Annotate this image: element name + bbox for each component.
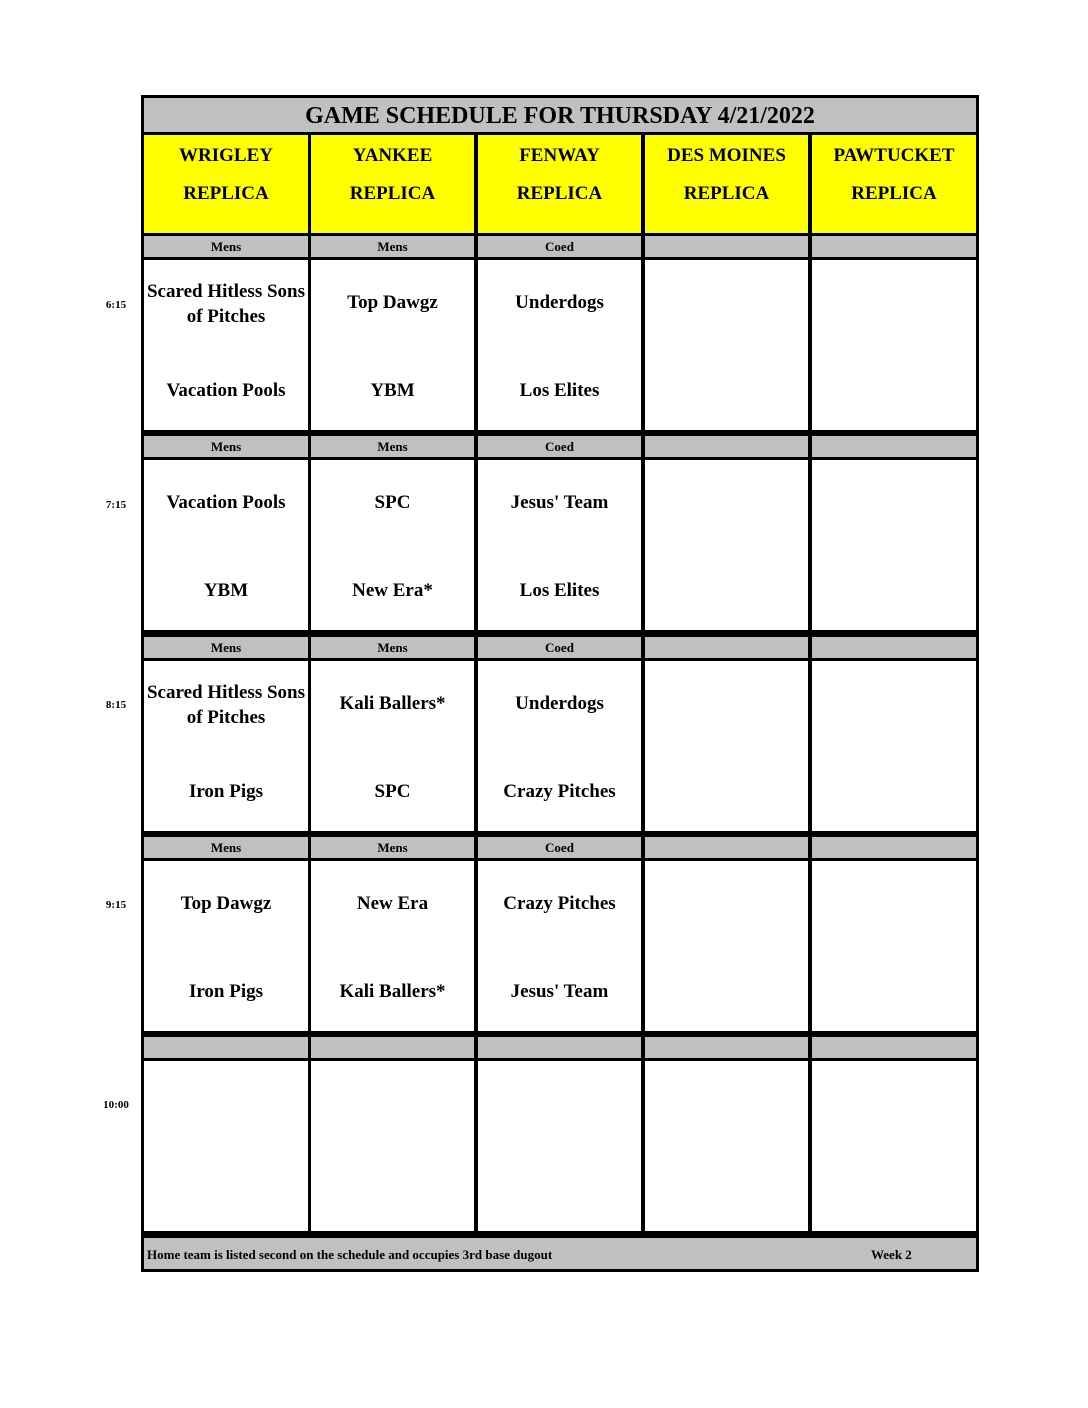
field-name: WRIGLEY [179, 145, 273, 166]
away-team: Kali Ballers* [339, 693, 446, 714]
game-cell [478, 460, 641, 630]
field-name: DES MOINES [667, 145, 786, 166]
game-cell [812, 861, 976, 1031]
game-cell [645, 460, 808, 630]
field-header [645, 135, 808, 233]
division-label [311, 1037, 474, 1058]
game-cell [478, 861, 641, 1031]
home-team: SPC [374, 781, 411, 802]
game-cell [812, 661, 976, 831]
game-cell [645, 260, 808, 430]
away-team: Underdogs [515, 292, 604, 313]
field-subtitle: REPLICA [516, 183, 603, 204]
division-label: Mens [311, 236, 474, 257]
home-team-note: Home team is listed second on the schedule and occupies 3rd base dugout [147, 1247, 553, 1262]
division-label: Mens [311, 436, 474, 457]
game-cell [311, 661, 474, 831]
home-team: Los Elites [519, 380, 600, 401]
game-cell [478, 260, 641, 430]
home-team: Jesus' Team [510, 981, 609, 1002]
division-label [812, 436, 976, 457]
division-label: Mens [144, 236, 308, 257]
game-cell [645, 1061, 808, 1231]
division-label: Coed [478, 236, 641, 257]
home-team: Kali Ballers* [339, 981, 446, 1002]
division-label: Mens [144, 436, 308, 457]
field-header [144, 135, 308, 233]
division-label: Coed [478, 837, 641, 858]
home-team: Los Elites [519, 580, 600, 601]
game-cell [311, 460, 474, 630]
division-label: Mens [144, 637, 308, 658]
away-team: Underdogs [515, 693, 604, 714]
time-label: 10:00 [103, 1099, 129, 1111]
division-label: Mens [311, 837, 474, 858]
division-label [645, 436, 808, 457]
game-cell [144, 1061, 308, 1231]
game-cell [144, 661, 308, 831]
division-label [645, 236, 808, 257]
division-label [645, 637, 808, 658]
home-team: Crazy Pitches [503, 781, 616, 802]
field-header [812, 135, 976, 233]
division-label [478, 1037, 641, 1058]
away-team: Jesus' Team [510, 492, 609, 513]
time-label: 6:15 [105, 299, 127, 311]
home-team: New Era* [352, 580, 433, 601]
game-cell [144, 260, 308, 430]
field-subtitle: REPLICA [183, 183, 269, 204]
division-label: Coed [478, 637, 641, 658]
division-label [645, 1037, 808, 1058]
game-cell [478, 661, 641, 831]
division-label: Coed [478, 436, 641, 457]
away-team: Vacation Pools [166, 492, 286, 513]
time-label: 7:15 [105, 499, 127, 511]
game-cell [812, 460, 976, 630]
division-label [812, 236, 976, 257]
away-team: SPC [374, 492, 411, 513]
field-name: YANKEE [352, 145, 433, 166]
division-label [812, 637, 976, 658]
field-header [311, 135, 474, 233]
game-cell [144, 460, 308, 630]
game-cell [645, 861, 808, 1031]
division-label [144, 1037, 308, 1058]
game-cell [812, 1061, 976, 1231]
schedule-table [141, 95, 979, 1272]
game-cell [812, 260, 976, 430]
division-label [812, 1037, 976, 1058]
game-cell [311, 1061, 474, 1231]
week-label: Week 2 [871, 1247, 912, 1262]
division-label [812, 837, 976, 858]
away-team: Crazy Pitches [503, 893, 616, 914]
away-team: Scared Hitless Sons of Pitches [146, 682, 305, 728]
field-name: FENWAY [519, 145, 600, 166]
home-team: YBM [370, 380, 415, 401]
home-team: Iron Pigs [188, 981, 264, 1002]
game-cell [311, 861, 474, 1031]
game-cell [645, 661, 808, 831]
time-label: 8:15 [105, 699, 127, 711]
division-label: Mens [144, 837, 308, 858]
away-team: Top Dawgz [180, 893, 272, 914]
footer-bar [144, 1238, 976, 1269]
field-header [478, 135, 641, 233]
away-team: Top Dawgz [347, 292, 438, 313]
field-subtitle: REPLICA [349, 183, 436, 204]
field-subtitle: REPLICA [683, 183, 770, 204]
time-label: 9:15 [105, 899, 127, 911]
game-cell [311, 260, 474, 430]
game-cell [144, 861, 308, 1031]
home-team: Iron Pigs [188, 781, 264, 802]
away-team: New Era [356, 893, 429, 914]
division-label: Mens [311, 637, 474, 658]
division-label [645, 837, 808, 858]
home-team: YBM [203, 580, 249, 601]
field-subtitle: REPLICA [851, 183, 937, 204]
away-team: Scared Hitless Sons of Pitches [146, 281, 305, 327]
home-team: Vacation Pools [166, 380, 286, 401]
field-name: PAWTUCKET [833, 145, 955, 166]
schedule-title: GAME SCHEDULE FOR THURSDAY 4/21/2022 [144, 98, 976, 132]
game-cell [478, 1061, 641, 1231]
